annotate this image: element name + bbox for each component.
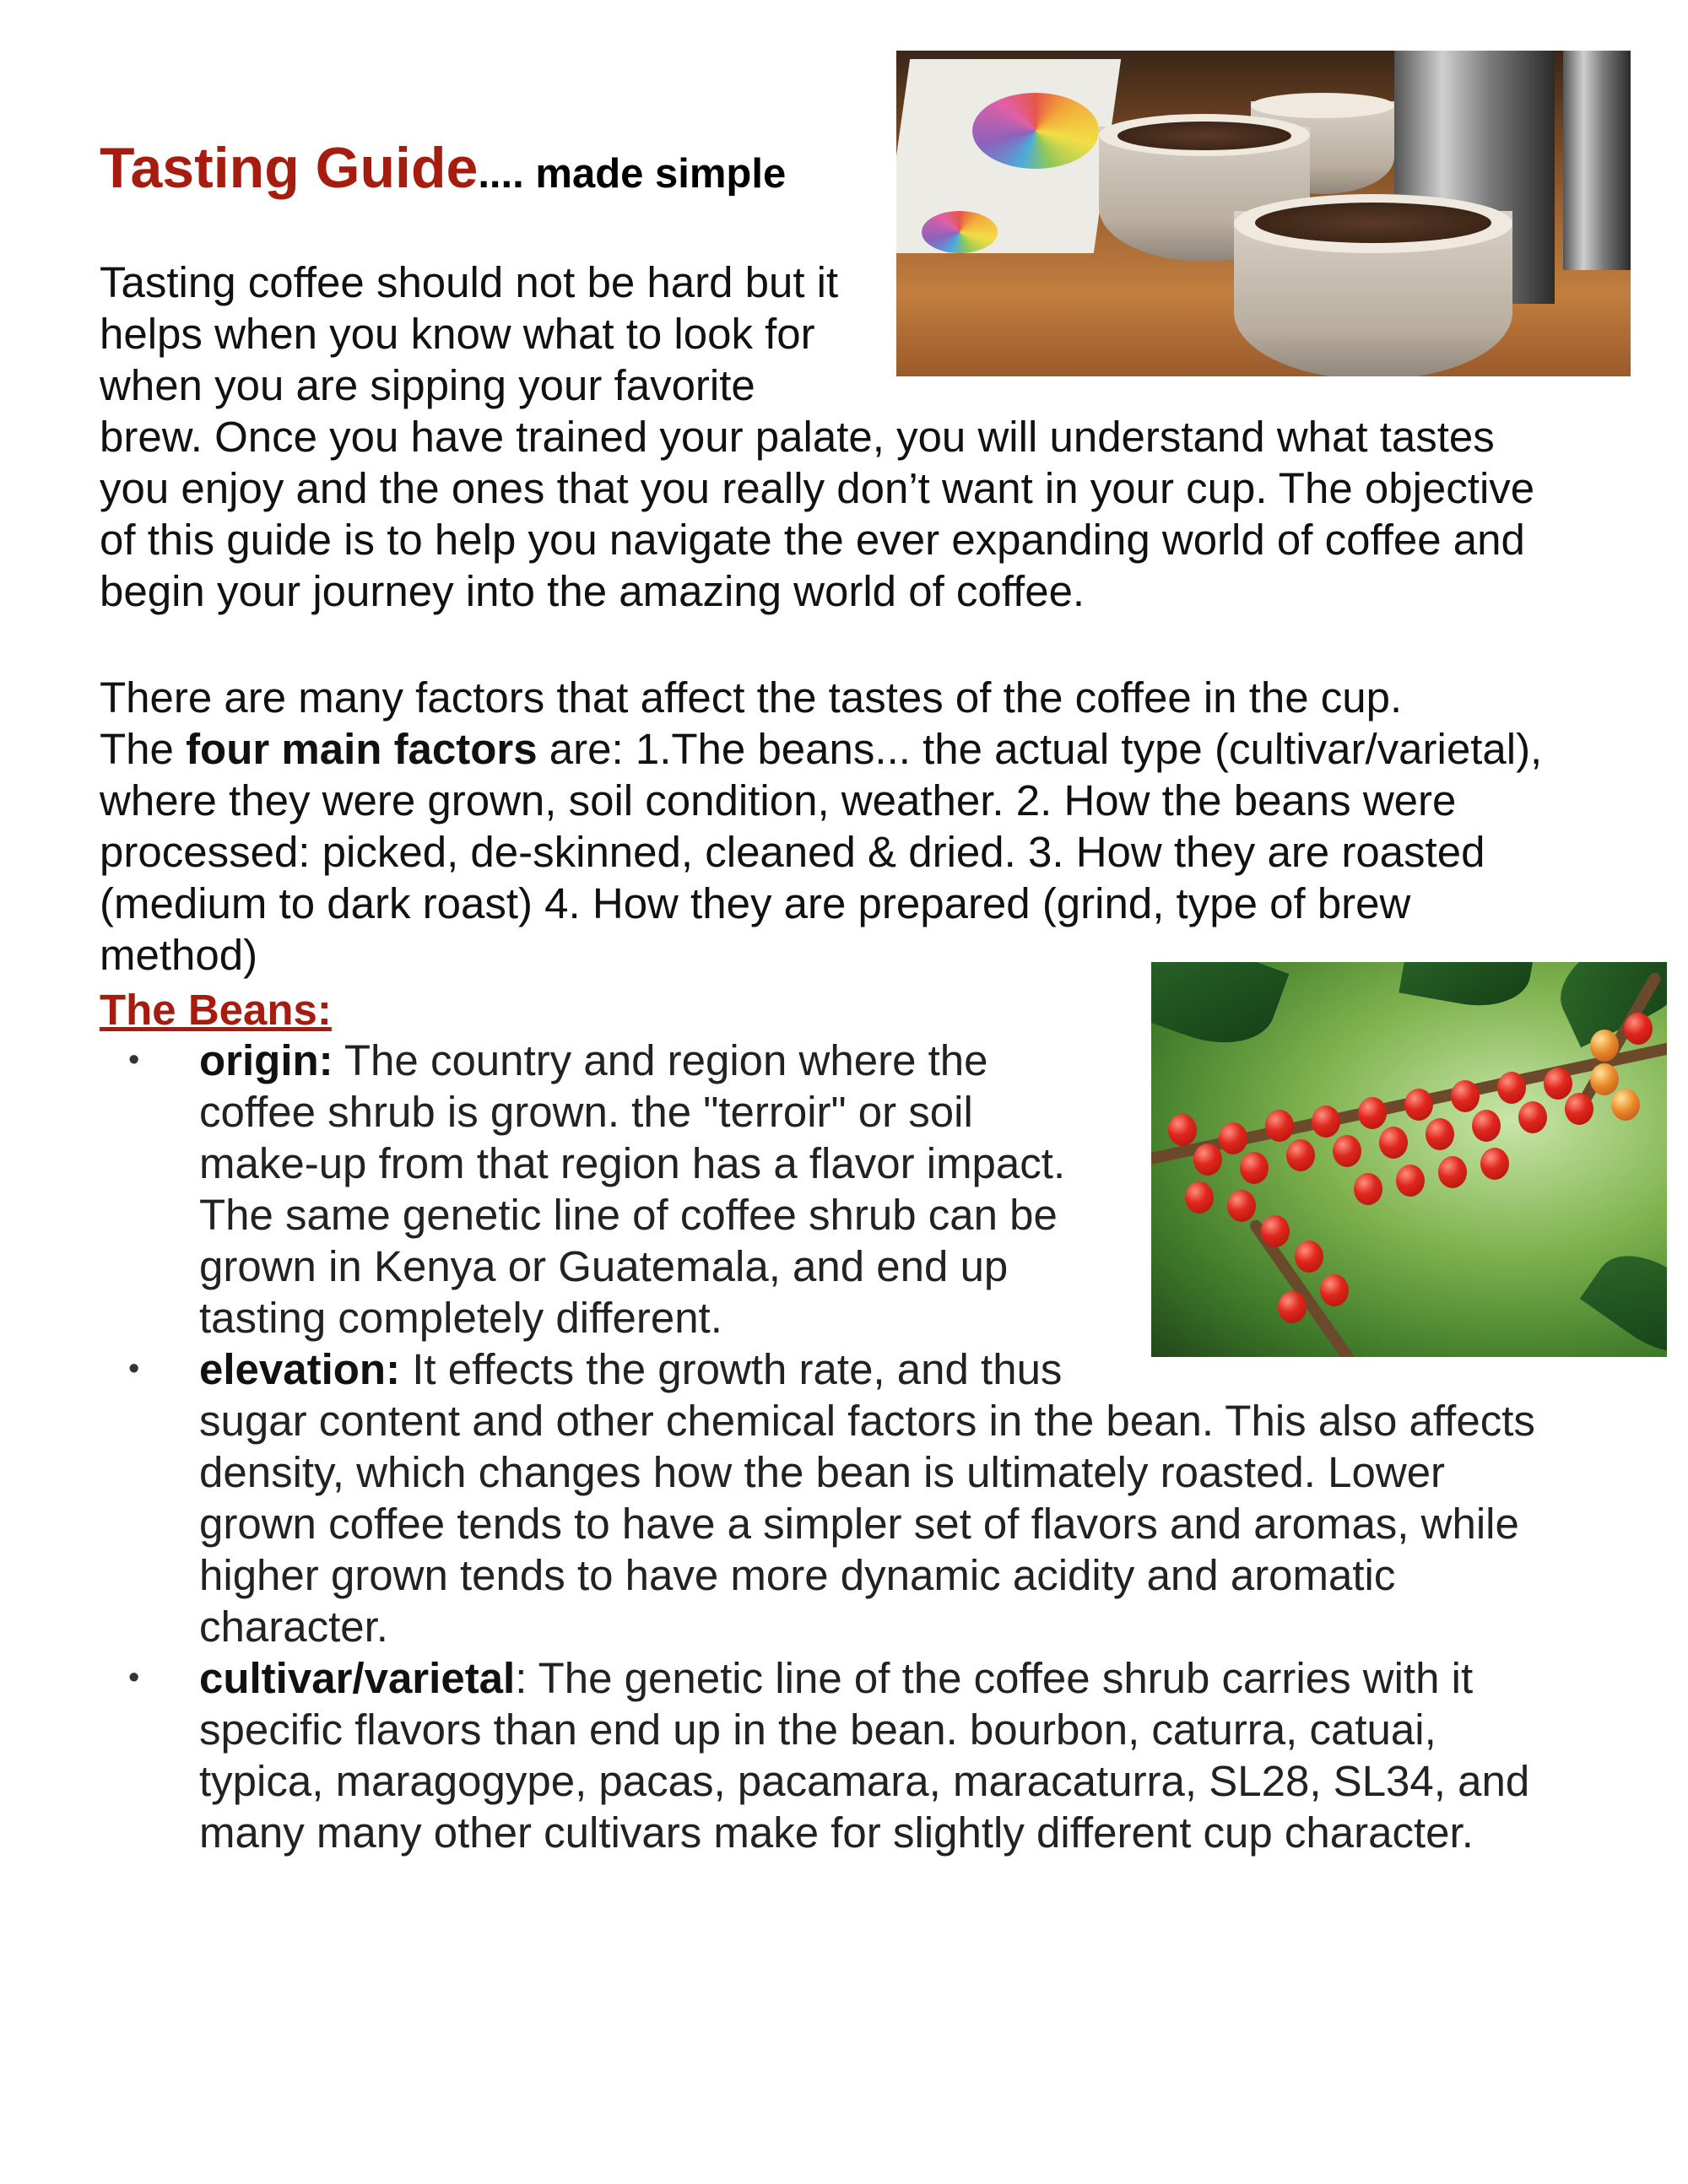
bullet-line: coffee shrub is grown. the "terroir" or soil <box>199 1088 973 1136</box>
factors-line-prefix: The <box>100 725 187 773</box>
coffee-cherry-ripening <box>1590 1063 1619 1095</box>
coffee-cherry <box>1295 1241 1323 1273</box>
bullet-first-line <box>199 1652 1529 1704</box>
coffee-cherry <box>1320 1274 1349 1306</box>
coffee-cherry <box>1358 1097 1387 1129</box>
bullet-line: many many other cultivars make for slightly different cup character. <box>199 1808 1474 1857</box>
coffee-cherry <box>1261 1215 1290 1247</box>
factors-line: There are many factors that affect the tastes of the coffee in the cup. <box>100 673 1403 722</box>
bullet-text <box>199 1343 1535 1652</box>
bullet-line: higher grown tends to have more dynamic acidity and aromatic <box>199 1551 1396 1599</box>
coffee-cherry <box>1438 1156 1467 1188</box>
factors-line-suffix: are: 1.The beans... the actual type (cultivar/varietal), <box>537 725 1543 773</box>
coffee-grounds <box>1117 122 1291 150</box>
coffee-cherry <box>1354 1173 1382 1205</box>
coffee-cherry <box>1312 1106 1340 1138</box>
four-main-factors-emphasis: four main factors <box>186 725 538 773</box>
page-title <box>100 135 786 201</box>
coffee-cherry <box>1426 1118 1454 1150</box>
bullet-text <box>199 1035 1065 1343</box>
intro-line: helps when you know what to look for <box>100 310 815 358</box>
coffee-cherry <box>1333 1135 1361 1167</box>
coffee-cherry <box>1168 1114 1197 1146</box>
intro-line: when you are sipping your favorite <box>100 361 755 409</box>
intro-line: of this guide is to help you navigate the ever expanding world of coffee and <box>100 516 1525 564</box>
bullet-first-line <box>199 1343 1535 1395</box>
bullet-marker: • <box>128 1660 140 1695</box>
coffee-cherry <box>1286 1139 1315 1171</box>
coffee-cherry <box>1227 1190 1256 1222</box>
bullet-marker: • <box>128 1042 140 1078</box>
coffee-cherry <box>1480 1148 1509 1180</box>
coffee-cherry <box>1472 1110 1501 1142</box>
leaf <box>1151 962 1289 1061</box>
coffee-cherry <box>1240 1152 1269 1184</box>
bullet-term: origin: <box>199 1036 333 1084</box>
intro-paragraph <box>100 257 1534 617</box>
factors-line: (medium to dark roast) 4. How they are prepared (grind, type of brew <box>100 879 1411 927</box>
intro-line: begin your journey into the amazing world of coffee. <box>100 567 1085 615</box>
bullet-line: grown in Kenya or Guatemala, and end up <box>199 1242 1009 1290</box>
bullet-term: elevation: <box>199 1345 401 1393</box>
coffee-cherry <box>1185 1181 1214 1214</box>
bullet-line: sugar content and other chemical factors in the bean. This also affects <box>199 1397 1535 1445</box>
bullet-line: typica, maragogype, pacas, pacamara, maracaturra, SL28, SL34, and <box>199 1757 1530 1805</box>
bullet-line: specific flavors than end up in the bean. bourbon, caturra, catuai, <box>199 1706 1436 1754</box>
bullet-line: make-up from that region has a flavor impact. <box>199 1139 1066 1187</box>
coffee-cherry <box>1624 1013 1653 1045</box>
bullet-first-text: It effects the growth rate, and thus <box>400 1345 1063 1393</box>
coffee-cherry-ripening <box>1590 1030 1619 1062</box>
coffee-cherry <box>1544 1068 1572 1100</box>
flavor-wheel-graphic-small <box>922 211 998 253</box>
intro-line: you enjoy and the ones that you really don’t want in your cup. The objective <box>100 464 1535 512</box>
bullet-line: The same genetic line of coffee shrub can be <box>199 1191 1058 1239</box>
bullet-line: grown coffee tends to have a simpler set of flavors and aromas, while <box>199 1500 1519 1548</box>
factors-line: processed: picked, de-skinned, cleaned & dried. 3. How they are roasted <box>100 828 1485 876</box>
coffee-cherry <box>1497 1072 1526 1104</box>
coffee-grounds <box>1255 203 1491 243</box>
leaf <box>1399 962 1536 1014</box>
bullet-first-text: : The genetic line of the coffee shrub carries with it <box>515 1654 1474 1702</box>
coffee-cherry <box>1379 1127 1408 1159</box>
coffee-cherry <box>1219 1122 1247 1154</box>
bullet-marker: • <box>128 1351 140 1387</box>
metal-canister-right <box>1563 51 1631 270</box>
coffee-cherry <box>1278 1291 1307 1323</box>
bullet-first-text: The country and region where the <box>333 1036 988 1084</box>
coffee-cherry <box>1518 1101 1547 1133</box>
coffee-cherry <box>1265 1110 1294 1142</box>
factors-line: method) <box>100 931 258 979</box>
coffee-cherry <box>1565 1093 1593 1125</box>
coffee-cherry <box>1451 1080 1480 1112</box>
coffee-cherry <box>1193 1143 1222 1176</box>
factors-line: where they were grown, soil condition, weather. 2. How the beans were <box>100 776 1457 824</box>
bullet-line: density, which changes how the bean is ultimately roasted. Lower <box>199 1448 1446 1496</box>
coffee-cherries-photo <box>1151 962 1667 1357</box>
coffee-cherry <box>1396 1165 1425 1197</box>
title-subtitle: .... made simple <box>478 151 787 197</box>
factors-line-with-emphasis <box>100 723 1542 775</box>
intro-line: brew. Once you have trained your palate, you will understand what tastes <box>100 413 1495 461</box>
coffee-cherry <box>1404 1089 1433 1121</box>
intro-line: Tasting coffee should not be hard but it <box>100 258 839 306</box>
flavor-wheel-graphic <box>972 93 1099 169</box>
bullet-text <box>199 1652 1529 1858</box>
factors-paragraph <box>100 672 1542 981</box>
beans-section-heading: The Beans: <box>100 986 332 1034</box>
bullet-first-line <box>199 1035 1065 1086</box>
bullet-line: character. <box>199 1603 388 1651</box>
bowl-rim <box>1251 93 1394 118</box>
coffee-cherry-ripening <box>1611 1089 1640 1121</box>
bullet-term: cultivar/varietal <box>199 1654 516 1702</box>
title-main: Tasting Guide <box>100 136 479 200</box>
bullet-line: tasting completely different. <box>199 1294 722 1342</box>
leaf <box>1580 1236 1667 1357</box>
